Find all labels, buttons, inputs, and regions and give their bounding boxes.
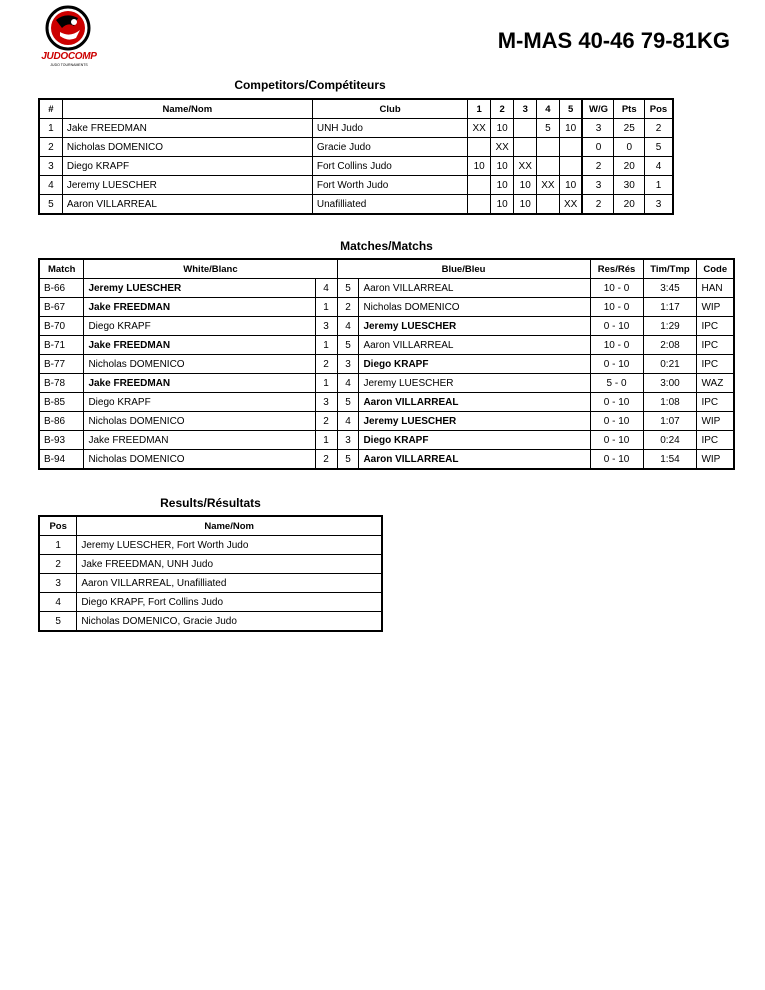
match-result: 0 - 10 xyxy=(590,412,643,431)
competitors-header-row xyxy=(39,99,673,119)
result-name: Nicholas DOMENICO, Gracie Judo xyxy=(77,612,382,632)
white-competitor: Diego KRAPF xyxy=(84,393,315,412)
score-cell: XX xyxy=(468,119,491,138)
header-4: 4 xyxy=(537,99,560,119)
competitor-name: Jake FREEDMAN xyxy=(62,119,312,138)
score-cell: 10 xyxy=(491,157,514,176)
result-position: 3 xyxy=(39,574,77,593)
match-time: 1:08 xyxy=(643,393,697,412)
white-competitor: Nicholas DOMENICO xyxy=(84,412,315,431)
blue-competitor: Jeremy LUESCHER xyxy=(359,317,590,336)
score-cell: 5 xyxy=(537,119,560,138)
competitor-club: Unafilliated xyxy=(312,195,467,215)
competitor-club: Fort Worth Judo xyxy=(312,176,467,195)
white-number: 1 xyxy=(315,298,337,317)
score-cell: 10 xyxy=(468,157,491,176)
score-cell: 10 xyxy=(491,119,514,138)
position-cell: 4 xyxy=(644,157,673,176)
white-competitor: Jake FREEDMAN xyxy=(84,336,315,355)
results-title: Results/Résultats xyxy=(160,496,261,510)
score-cell: XX xyxy=(559,195,582,215)
score-cell: 10 xyxy=(559,176,582,195)
position-cell: 3 xyxy=(644,195,673,215)
header-time: Tim/Tmp xyxy=(643,259,697,279)
match-code: IPC xyxy=(697,355,734,374)
match-row xyxy=(39,374,734,393)
matches-table xyxy=(38,258,735,470)
blue-competitor: Aaron VILLARREAL xyxy=(359,450,590,470)
score-cell: 10 xyxy=(559,119,582,138)
match-result: 10 - 0 xyxy=(590,279,643,298)
points-cell: 30 xyxy=(614,176,644,195)
blue-competitor: Jeremy LUESCHER xyxy=(359,412,590,431)
header-blue: Blue/Bleu xyxy=(337,259,590,279)
match-row xyxy=(39,317,734,336)
header-pos: Pos xyxy=(644,99,673,119)
match-id: B-94 xyxy=(39,450,84,470)
competitor-club: Gracie Judo xyxy=(312,138,467,157)
header-match: Match xyxy=(39,259,84,279)
match-result: 0 - 10 xyxy=(590,317,643,336)
result-row xyxy=(39,612,382,632)
matches-title: Matches/Matchs xyxy=(340,239,433,253)
header-5: 5 xyxy=(559,99,582,119)
competitor-number: 2 xyxy=(39,138,62,157)
score-cell: 10 xyxy=(491,176,514,195)
white-competitor: Jake FREEDMAN xyxy=(84,431,315,450)
result-name: Aaron VILLARREAL, Unafilliated xyxy=(77,574,382,593)
competitor-number: 4 xyxy=(39,176,62,195)
match-id: B-86 xyxy=(39,412,84,431)
score-cell: 10 xyxy=(514,176,537,195)
blue-number: 2 xyxy=(337,298,359,317)
match-time: 1:17 xyxy=(643,298,697,317)
white-number: 1 xyxy=(315,374,337,393)
white-competitor: Diego KRAPF xyxy=(84,317,315,336)
match-result: 10 - 0 xyxy=(590,336,643,355)
match-row xyxy=(39,355,734,374)
points-cell: 25 xyxy=(614,119,644,138)
blue-number: 3 xyxy=(337,355,359,374)
white-competitor: Jake FREEDMAN xyxy=(84,298,315,317)
match-code: WIP xyxy=(697,412,734,431)
match-code: IPC xyxy=(697,431,734,450)
match-id: B-66 xyxy=(39,279,84,298)
blue-competitor: Aaron VILLARREAL xyxy=(359,279,590,298)
wins-cell: 2 xyxy=(582,195,614,215)
blue-number: 4 xyxy=(337,412,359,431)
logo-text: JUDOCOMP xyxy=(41,51,97,62)
score-cell xyxy=(468,176,491,195)
wins-cell: 0 xyxy=(582,138,614,157)
match-row xyxy=(39,336,734,355)
score-cell xyxy=(537,138,560,157)
white-competitor: Nicholas DOMENICO xyxy=(84,355,315,374)
result-row xyxy=(39,593,382,612)
position-cell: 2 xyxy=(644,119,673,138)
match-row xyxy=(39,279,734,298)
match-id: B-70 xyxy=(39,317,84,336)
competitor-name: Diego KRAPF xyxy=(62,157,312,176)
white-number: 3 xyxy=(315,393,337,412)
match-id: B-93 xyxy=(39,431,84,450)
result-position: 2 xyxy=(39,555,77,574)
match-code: WAZ xyxy=(697,374,734,393)
competitor-name: Nicholas DOMENICO xyxy=(62,138,312,157)
competitor-number: 5 xyxy=(39,195,62,215)
white-number: 1 xyxy=(315,431,337,450)
score-cell: XX xyxy=(491,138,514,157)
result-row xyxy=(39,536,382,555)
match-time: 3:45 xyxy=(643,279,697,298)
points-cell: 0 xyxy=(614,138,644,157)
score-cell xyxy=(559,138,582,157)
blue-competitor: Jeremy LUESCHER xyxy=(359,374,590,393)
match-code: HAN xyxy=(697,279,734,298)
match-time: 0:24 xyxy=(643,431,697,450)
competitor-row xyxy=(39,119,673,138)
match-result: 0 - 10 xyxy=(590,431,643,450)
blue-number: 5 xyxy=(337,450,359,470)
match-time: 3:00 xyxy=(643,374,697,393)
score-cell xyxy=(468,195,491,215)
header-club: Club xyxy=(312,99,467,119)
competitor-club: UNH Judo xyxy=(312,119,467,138)
match-result: 0 - 10 xyxy=(590,393,643,412)
blue-competitor: Aaron VILLARREAL xyxy=(359,393,590,412)
points-cell: 20 xyxy=(614,195,644,215)
competitor-number: 1 xyxy=(39,119,62,138)
header-name: Name/Nom xyxy=(62,99,312,119)
match-row xyxy=(39,450,734,470)
header-res-pos: Pos xyxy=(39,516,77,536)
score-cell xyxy=(514,138,537,157)
wins-cell: 3 xyxy=(582,176,614,195)
match-time: 1:29 xyxy=(643,317,697,336)
header-wg: W/G xyxy=(582,99,614,119)
header-res-name: Name/Nom xyxy=(77,516,382,536)
points-cell: 20 xyxy=(614,157,644,176)
white-number: 4 xyxy=(315,279,337,298)
competitor-row xyxy=(39,176,673,195)
white-competitor: Jake FREEDMAN xyxy=(84,374,315,393)
match-time: 0:21 xyxy=(643,355,697,374)
match-time: 2:08 xyxy=(643,336,697,355)
results-header-row xyxy=(39,516,382,536)
match-result: 0 - 10 xyxy=(590,355,643,374)
logo-subtext: JUDO TOURNAMENTS xyxy=(50,63,88,67)
match-id: B-67 xyxy=(39,298,84,317)
header-2: 2 xyxy=(491,99,514,119)
white-competitor: Jeremy LUESCHER xyxy=(84,279,315,298)
results-table xyxy=(38,515,383,632)
match-code: WIP xyxy=(697,298,734,317)
wins-cell: 3 xyxy=(582,119,614,138)
header-1: 1 xyxy=(468,99,491,119)
competitor-row xyxy=(39,138,673,157)
score-cell xyxy=(514,119,537,138)
match-result: 5 - 0 xyxy=(590,374,643,393)
match-result: 10 - 0 xyxy=(590,298,643,317)
blue-number: 3 xyxy=(337,431,359,450)
result-row xyxy=(39,555,382,574)
result-position: 4 xyxy=(39,593,77,612)
white-number: 2 xyxy=(315,412,337,431)
competitor-row xyxy=(39,195,673,215)
competitor-row xyxy=(39,157,673,176)
match-code: IPC xyxy=(697,393,734,412)
white-number: 3 xyxy=(315,317,337,336)
header-num: # xyxy=(39,99,62,119)
matches-header-row xyxy=(39,259,734,279)
match-row xyxy=(39,431,734,450)
blue-number: 4 xyxy=(337,317,359,336)
white-number: 1 xyxy=(315,336,337,355)
blue-number: 5 xyxy=(337,336,359,355)
match-row xyxy=(39,298,734,317)
match-row xyxy=(39,393,734,412)
page-title: M-MAS 40-46 79-81KG xyxy=(497,28,730,53)
match-id: B-71 xyxy=(39,336,84,355)
match-code: IPC xyxy=(697,317,734,336)
position-cell: 1 xyxy=(644,176,673,195)
blue-number: 5 xyxy=(337,279,359,298)
competitor-club: Fort Collins Judo xyxy=(312,157,467,176)
blue-competitor: Diego KRAPF xyxy=(359,431,590,450)
match-id: B-77 xyxy=(39,355,84,374)
match-result: 0 - 10 xyxy=(590,450,643,470)
header-pts: Pts xyxy=(614,99,644,119)
competitors-title: Competitors/Compétiteurs xyxy=(234,78,386,92)
match-time: 1:07 xyxy=(643,412,697,431)
competitor-name: Aaron VILLARREAL xyxy=(62,195,312,215)
score-cell: 10 xyxy=(491,195,514,215)
score-cell: XX xyxy=(514,157,537,176)
result-position: 1 xyxy=(39,536,77,555)
result-position: 5 xyxy=(39,612,77,632)
match-code: IPC xyxy=(697,336,734,355)
position-cell: 5 xyxy=(644,138,673,157)
header-code: Code xyxy=(697,259,734,279)
blue-competitor: Nicholas DOMENICO xyxy=(359,298,590,317)
wins-cell: 2 xyxy=(582,157,614,176)
score-cell xyxy=(537,157,560,176)
result-name: Jake FREEDMAN, UNH Judo xyxy=(77,555,382,574)
white-competitor: Nicholas DOMENICO xyxy=(84,450,315,470)
header-3: 3 xyxy=(514,99,537,119)
blue-competitor: Diego KRAPF xyxy=(359,355,590,374)
match-time: 1:54 xyxy=(643,450,697,470)
header-res: Res/Rés xyxy=(590,259,643,279)
score-cell: XX xyxy=(537,176,560,195)
match-id: B-78 xyxy=(39,374,84,393)
match-id: B-85 xyxy=(39,393,84,412)
score-cell: 10 xyxy=(514,195,537,215)
result-row xyxy=(39,574,382,593)
blue-competitor: Aaron VILLARREAL xyxy=(359,336,590,355)
score-cell xyxy=(468,138,491,157)
blue-number: 4 xyxy=(337,374,359,393)
header-white: White/Blanc xyxy=(84,259,337,279)
competitor-number: 3 xyxy=(39,157,62,176)
score-cell xyxy=(537,195,560,215)
white-number: 2 xyxy=(315,450,337,470)
competitors-table xyxy=(38,98,674,215)
white-number: 2 xyxy=(315,355,337,374)
match-code: WIP xyxy=(697,450,734,470)
blue-number: 5 xyxy=(337,393,359,412)
match-row xyxy=(39,412,734,431)
result-name: Diego KRAPF, Fort Collins Judo xyxy=(77,593,382,612)
score-cell xyxy=(559,157,582,176)
result-name: Jeremy LUESCHER, Fort Worth Judo xyxy=(77,536,382,555)
competitor-name: Jeremy LUESCHER xyxy=(62,176,312,195)
